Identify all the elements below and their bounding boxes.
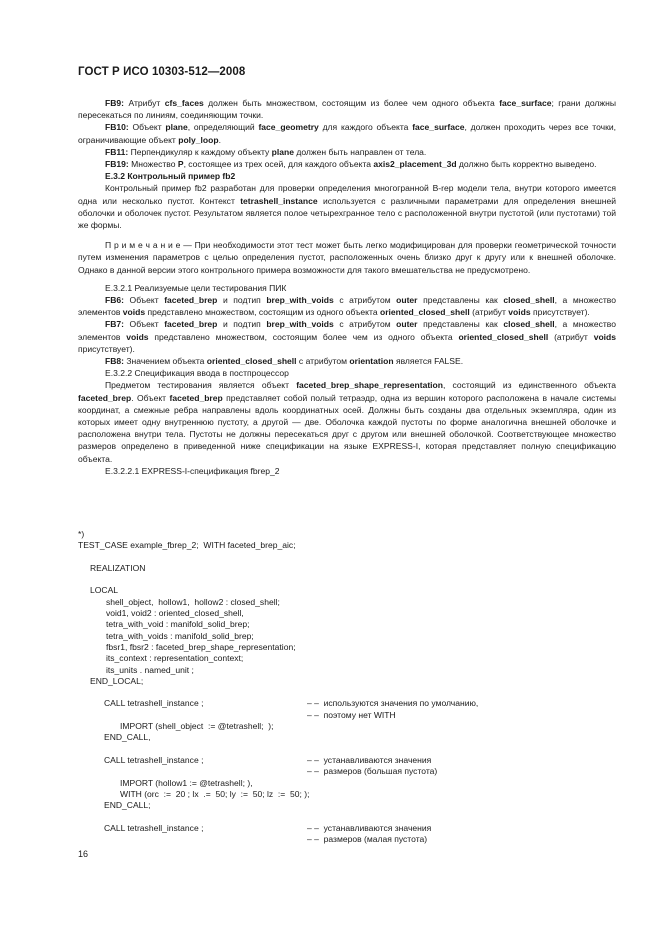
code-text: REALIZATION	[90, 562, 146, 573]
code-comment: – – используются значения по умолчанию,	[307, 698, 479, 709]
code-line	[78, 766, 618, 777]
code-line	[78, 834, 618, 845]
code-line	[78, 563, 618, 574]
code-comment: – – размеров (большая пустота)	[307, 766, 438, 777]
code-text: IMPORT (hollow1 := @tetrashell; ),	[120, 777, 253, 788]
subsection-heading-e3221: Е.3.2.2.1 EXPRESS-I-спецификация fbrep_2	[105, 465, 280, 476]
code-line	[78, 676, 618, 687]
code-text: CALL tetrashell_instance ;	[104, 822, 204, 833]
fb6-paragraph: FB6: Объект faceted_brep и подтип brep_with_voids с атрибутом outer представлены как closed_shell, а множество элементов voids представлено множеством, состоящим из одного объекта oriented_closed_shell (атрибут voids присутствует).	[78, 295, 616, 318]
code-text: shell_object, hollow1, hollow2 : closed_shell;	[106, 596, 280, 607]
code-text: CALL tetrashell_instance ;	[104, 754, 204, 765]
code-comment: – – размеров (малая пустота)	[307, 834, 428, 845]
code-line	[78, 732, 618, 743]
fb19-paragraph: FB19: Множество P, состоящее из трех осей, для каждого объекта axis2_placement_3d должно быть корректно выведено.	[105, 159, 597, 170]
code-line	[78, 552, 618, 563]
code-line	[78, 811, 618, 822]
document-body	[78, 97, 616, 477]
code-line	[78, 710, 618, 721]
code-line	[78, 529, 618, 540]
code-text: tetra_with_void : manifold_solid_brep;	[106, 619, 250, 630]
code-text: WITH (orc := 20 ; lx .= 50; ly := 50; lz := 50; );	[120, 788, 310, 799]
code-text: IMPORT (shell_object := @tetrashell; );	[120, 721, 274, 732]
code-line	[78, 574, 618, 585]
code-line	[78, 778, 618, 789]
code-text: tetra_with_voids : manifold_solid_brep;	[106, 630, 254, 641]
document-header: ГОСТ Р ИСО 10303-512—2008	[78, 66, 246, 78]
code-line	[78, 631, 618, 642]
code-text: void1, void2 : oriented_closed_shell,	[106, 608, 244, 619]
code-text: END_CALL;	[104, 800, 151, 811]
code-comment: – – устанавливаются значения	[307, 822, 432, 833]
code-line	[78, 665, 618, 676]
code-line	[78, 540, 618, 551]
code-line	[78, 608, 618, 619]
fb9-paragraph: FB9: Атрибут cfs_faces должен быть множеством, состоящим из более чем одного объекта face_surface; грани должны пересекаться по линиям, соединяющим точки.	[78, 98, 616, 121]
code-text: *)	[78, 529, 85, 539]
code-text: fbsr1, fbsr2 : faceted_brep_shape_representation;	[106, 641, 296, 652]
express-code-block	[78, 529, 618, 845]
code-line	[78, 642, 618, 653]
code-comment: – – поэтому нет WITH	[307, 709, 396, 720]
spec-paragraph: Предметом тестирования является объект faceted_brep_shape_representation, состоящий из единственного объекта faceted_brep. Объект faceted_brep представляет собой полый тетраэдр, одна из вершин которого расположена в начале системы координат, а смежные ребра направлены вдоль координатных осей. Должны быть созданы два отдельных экземпляра, один из которых имеет одну внутреннюю пустоту, а другой — две. Оболочка каждой пустоты по форме аналогична внешней оболочке и расположена внутри тела. Пустоты не должны пересекаться друг с другом или внешней оболочкой. Соответствующее множество размеров определено в приведенной ниже спецификации на языке EXPRESS-I, которая представляет полную спецификацию объекта.	[78, 380, 617, 464]
code-line	[78, 755, 618, 766]
code-text: END_CALL,	[104, 732, 151, 743]
code-line	[78, 800, 618, 811]
fb7-paragraph: FB7: Объект faceted_brep и подтип brep_with_voids с атрибутом outer представлены как closed_shell, а множество элементов voids представлено множеством, состоящим более чем из одного объекта oriented_closed_shell (атрибут voids присутствует).	[78, 319, 617, 354]
fb8-paragraph: FB8: Значением объекта oriented_closed_shell с атрибутом orientation является FALSE.	[105, 356, 464, 367]
code-text: its_units . named_unit ;	[106, 664, 194, 675]
note-paragraph: П р и м е ч а н и е — При необходимости этот тест может быть легко модифицирован для проверки геометрической точности путем изменения параметров с целью определения пустот, расположенных очень близко друг к другу или к внешней оболочке. Однако в данной версии этого контрольного примера возможности для такого вмешательства не предусмотрено.	[78, 240, 616, 275]
subsection-heading-e322: Е.3.2.2 Спецификация ввода в постпроцессор	[105, 368, 289, 379]
code-text: LOCAL	[90, 585, 119, 596]
section-heading-e32: Е.3.2 Контрольный пример fb2	[105, 171, 236, 182]
subsection-heading-e321: Е.3.2.1 Реализуемые цели тестирования ПИК	[105, 282, 287, 293]
code-line	[78, 619, 618, 630]
code-text: TEST_CASE example_fbrep_2; WITH faceted_brep_aic;	[78, 540, 296, 551]
code-line	[78, 823, 618, 834]
code-line	[78, 721, 618, 732]
fb11-paragraph: FB11: Перпендикуляр к каждому объекту plane должен быть направлен от тела.	[105, 146, 427, 157]
intro-paragraph: Контрольный пример fb2 разработан для проверки определения многогранной В-rep модели тела, внутри которого имеется одна или несколько пустот. Контекст tetrashell_instance используется с различными параметрами для определения внешней оболочки и оболочек пустот. Результатом является полое четырехгранное тело с расположенной внутри пустотой (или пустотами) той же формы.	[78, 183, 616, 231]
code-line	[78, 687, 618, 698]
code-line	[78, 789, 618, 800]
code-text: END_LOCAL;	[90, 675, 144, 686]
page-number: 16	[78, 849, 89, 859]
code-line	[78, 585, 618, 596]
fb10-paragraph: FB10: Объект plane, определяющий face_geometry для каждого объекта face_surface, должен проходить через все точки, ограничивающие объект poly_loop.	[78, 122, 617, 145]
code-comment: – – устанавливаются значения	[307, 754, 432, 765]
code-line	[78, 744, 618, 755]
code-line	[78, 698, 618, 709]
code-line	[78, 653, 618, 664]
code-text: CALL tetrashell_instance ;	[104, 698, 204, 709]
code-line	[78, 597, 618, 608]
code-text: its_context : representation_context;	[106, 653, 244, 664]
